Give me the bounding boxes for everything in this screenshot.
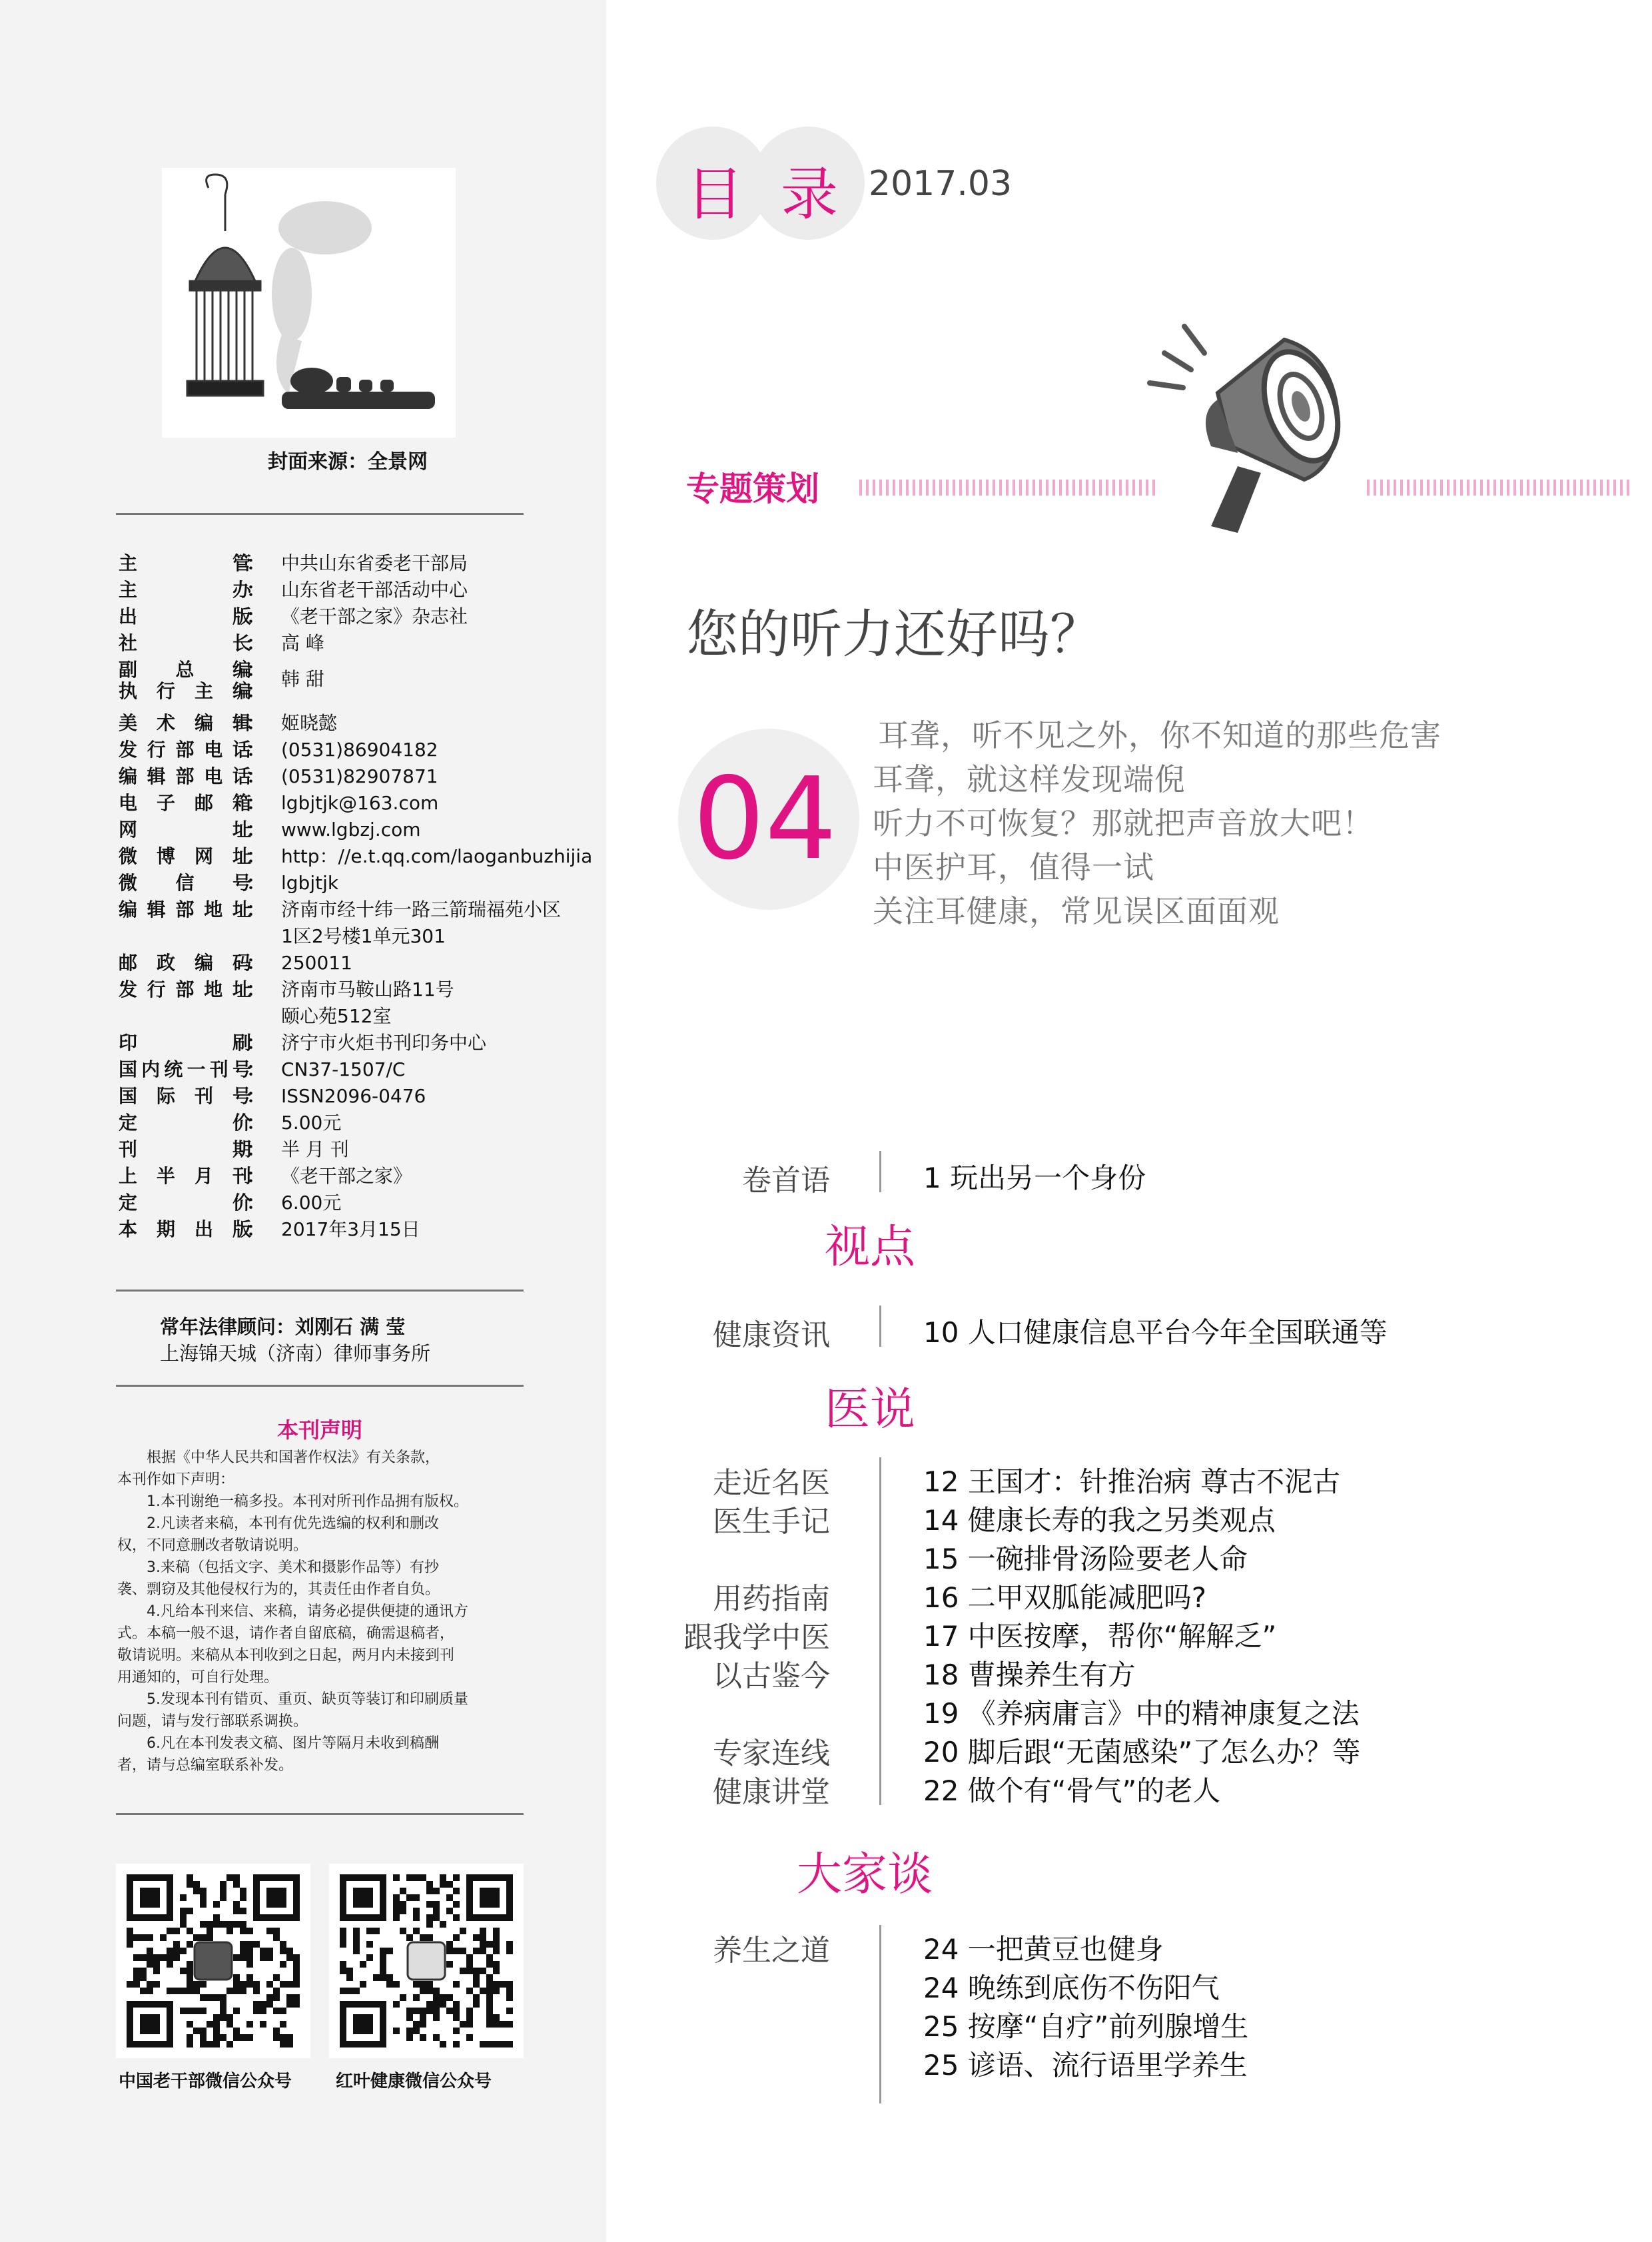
notice-line: 问题，请与发行部联系调换。 bbox=[117, 1713, 308, 1730]
issue-date: 2017.03 bbox=[869, 164, 1013, 204]
feature-section-title: 专题策划 bbox=[686, 470, 819, 508]
masthead-label: 微信号 bbox=[119, 872, 252, 894]
masthead-row bbox=[119, 897, 562, 923]
qr-code-laoganbu bbox=[116, 1864, 310, 2058]
masthead-row bbox=[119, 1136, 532, 1163]
toc-entry[interactable]: 25 按摩“自疗”前列腺增生 bbox=[923, 2010, 1249, 2043]
legal-advisor: 常年法律顾问：刘刚石 满 莹 bbox=[160, 1315, 406, 1338]
toc-entry[interactable]: 22 做个有“骨气”的老人 bbox=[923, 1774, 1221, 1807]
toc-entry[interactable]: 20 脚后跟“无菌感染”了怎么办？等 bbox=[923, 1736, 1361, 1768]
masthead-row bbox=[119, 1030, 532, 1056]
masthead-label: 主管 bbox=[119, 552, 252, 574]
notice-line: 1.本刊谢绝一稿多投。本刊对所刊作品拥有版权。 bbox=[147, 1493, 468, 1510]
law-firm: 上海锦天城（济南）律师事务所 bbox=[160, 1342, 431, 1365]
masthead-colon: ： bbox=[246, 659, 266, 681]
toc-category: 养生之道 bbox=[713, 1934, 830, 1968]
masthead-value: 半 月 刊 bbox=[281, 1138, 349, 1160]
toc-category: 健康资讯 bbox=[713, 1318, 830, 1352]
qr-caption-right: 红叶健康微信公众号 bbox=[336, 2071, 492, 2091]
toc-category: 医生手记 bbox=[713, 1505, 830, 1539]
masthead-label: 网址 bbox=[119, 819, 252, 841]
masthead-value: CN37-1507/C bbox=[281, 1058, 406, 1080]
toc-entry[interactable]: 24 一把黄豆也健身 bbox=[923, 1933, 1164, 1966]
masthead-colon: ： bbox=[246, 1032, 266, 1054]
masthead-label: 发行部电话 bbox=[119, 739, 252, 761]
masthead-value: http：//e.t.qq.com/laoganbuzhijia bbox=[281, 845, 593, 867]
masthead-colon: ： bbox=[246, 1112, 266, 1134]
notice-line: 权，不同意删改者敬请说明。 bbox=[117, 1537, 308, 1554]
toc-entry[interactable]: 16 二甲双胍能减肥吗? bbox=[923, 1581, 1207, 1614]
masthead-row bbox=[119, 603, 532, 630]
cover-caption: 封面来源：全景网 bbox=[268, 450, 428, 474]
notice-line: 6.凡在本刊发表文稿、图片等隔月未收到稿酬 bbox=[147, 1735, 439, 1752]
masthead-colon: ： bbox=[246, 819, 266, 841]
feature-topic: 听力不可恢复？那就把声音放大吧！ bbox=[873, 805, 1374, 841]
toc-category: 专家连线 bbox=[713, 1736, 830, 1770]
masthead-value: 5.00元 bbox=[281, 1112, 342, 1134]
masthead-row bbox=[119, 763, 532, 790]
masthead-row bbox=[119, 950, 532, 976]
header-mu: 目 bbox=[686, 161, 743, 228]
masthead-value: 250011 bbox=[281, 952, 352, 974]
toc-entry[interactable]: 1 玩出另一个身份 bbox=[923, 1162, 1146, 1194]
masthead-value: ISSN2096-0476 bbox=[281, 1085, 426, 1107]
masthead-label: 刊期 bbox=[119, 1138, 252, 1160]
masthead-label: 编辑部电话 bbox=[119, 765, 252, 787]
section-talk: 大家谈 bbox=[797, 1848, 933, 1901]
notice-line: 敬请说明。来稿从本刊收到之日起，两月内未接到刊 bbox=[117, 1647, 455, 1664]
masthead-colon: ： bbox=[246, 1192, 266, 1214]
masthead-value: lgbjtjk@163.com bbox=[281, 792, 439, 814]
masthead-label: 社长 bbox=[119, 632, 252, 654]
toc-category: 卷首语 bbox=[742, 1164, 830, 1198]
masthead-row bbox=[119, 1216, 532, 1243]
masthead-colon: ： bbox=[246, 1058, 266, 1080]
masthead-value: 姬晓懿 bbox=[281, 712, 338, 734]
section-medicine: 医说 bbox=[825, 1383, 916, 1436]
toc-divider bbox=[879, 1457, 881, 1805]
notice-line: 3.来稿（包括文字、美术和摄影作品等）有抄 bbox=[147, 1559, 439, 1576]
masthead-label: 美术编辑 bbox=[119, 712, 252, 734]
masthead-label: 电子邮箱 bbox=[119, 792, 252, 814]
masthead-colon: ： bbox=[246, 605, 266, 627]
notice-line: 根据《中华人民共和国著作权法》有关条款， bbox=[147, 1449, 440, 1466]
feature-topic: 耳聋，就这样发现端倪 bbox=[873, 761, 1186, 797]
toc-category: 健康讲堂 bbox=[713, 1775, 830, 1809]
dotted-rule-left bbox=[859, 480, 1159, 496]
toc-entry[interactable]: 10 人口健康信息平台今年全国联通等 bbox=[923, 1316, 1388, 1349]
toc-entry[interactable]: 25 谚语、流行语里学养生 bbox=[923, 2049, 1248, 2081]
masthead-label: 国内统一刊号 bbox=[119, 1058, 252, 1080]
notice-line: 式。本稿一般不退，请作者自留底稿，确需退稿者， bbox=[117, 1625, 455, 1642]
notice-line: 本刊作如下声明： bbox=[117, 1471, 235, 1488]
masthead-colon: ： bbox=[246, 792, 266, 814]
masthead-label: 定价 bbox=[119, 1112, 252, 1134]
masthead-colon: ： bbox=[246, 712, 266, 734]
notice-line: 袭、剽窃及其他侵权行为的，其责任由作者自负。 bbox=[117, 1581, 440, 1598]
toc-entry[interactable]: 19 《养病庸言》中的精神康复之法 bbox=[923, 1697, 1360, 1730]
masthead-value: 济宁市火炬书刊印务中心 bbox=[281, 1032, 487, 1054]
masthead-value: 山东省老干部活动中心 bbox=[281, 579, 468, 601]
toc-category: 用药指南 bbox=[713, 1582, 830, 1616]
masthead-value: 济南市经十纬一路三箭瑞福苑小区 bbox=[281, 899, 562, 921]
dotted-rule-right bbox=[1367, 480, 1633, 496]
masthead-colon: ： bbox=[246, 632, 266, 654]
masthead-row bbox=[119, 1003, 532, 1030]
masthead-colon: ： bbox=[246, 872, 266, 894]
masthead-label: 副总编 bbox=[119, 659, 252, 681]
masthead-colon: ： bbox=[246, 845, 266, 867]
masthead-label: 国际刊号 bbox=[119, 1085, 252, 1107]
masthead-row bbox=[119, 1190, 532, 1216]
masthead-value: 《老干部之家》杂志社 bbox=[281, 605, 468, 627]
megaphone-icon bbox=[1138, 313, 1378, 540]
toc-entry[interactable]: 15 一碗排骨汤险要老人命 bbox=[923, 1543, 1248, 1575]
section-viewpoint: 视点 bbox=[825, 1221, 916, 1274]
masthead-label: 出版 bbox=[119, 605, 252, 627]
toc-entry[interactable]: 18 曹操养生有方 bbox=[923, 1659, 1136, 1691]
masthead-label: 本期出版 bbox=[119, 1218, 252, 1240]
notice-line: 2.凡读者来稿，本刊有优先选编的权利和删改 bbox=[147, 1515, 439, 1532]
toc-divider bbox=[879, 1151, 881, 1192]
masthead-value: (0531)86904182 bbox=[281, 739, 438, 761]
masthead-value: 韩 甜 bbox=[281, 668, 324, 690]
masthead-row bbox=[119, 976, 532, 1003]
divider bbox=[116, 1290, 524, 1292]
masthead-row bbox=[119, 1083, 532, 1110]
notice-line: 5.发现本刊有错页、重页、缺页等装订和印刷质量 bbox=[147, 1691, 468, 1708]
feature-headline: 您的听力还好吗？ bbox=[686, 605, 1102, 665]
notice-line: 用通知的，可自行处理。 bbox=[117, 1669, 279, 1686]
left-info-column bbox=[0, 0, 606, 2242]
masthead-row bbox=[119, 630, 532, 657]
masthead-row bbox=[119, 1110, 532, 1136]
masthead-label: 编辑部地址 bbox=[119, 899, 252, 921]
masthead-value: 《老干部之家》 bbox=[281, 1165, 412, 1187]
feature-topic: 关注耳健康，常见误区面面观 bbox=[873, 893, 1280, 929]
masthead-colon: ： bbox=[246, 1165, 266, 1187]
qr-code-hongye bbox=[329, 1864, 524, 2058]
masthead-label: 上半月刊 bbox=[119, 1165, 252, 1187]
masthead-row bbox=[119, 1056, 532, 1083]
toc-category: 跟我学中医 bbox=[683, 1621, 830, 1655]
masthead-row bbox=[119, 843, 593, 870]
toc-divider bbox=[879, 1306, 881, 1347]
masthead-row bbox=[119, 1163, 532, 1190]
masthead-row bbox=[119, 870, 532, 897]
masthead-value: www.lgbzj.com bbox=[281, 819, 421, 841]
masthead-colon: ： bbox=[246, 579, 266, 601]
masthead-row bbox=[119, 550, 532, 577]
toc-entry[interactable]: 14 健康长寿的我之另类观点 bbox=[923, 1504, 1276, 1537]
notice-line: 者，请与总编室联系补发。 bbox=[117, 1757, 294, 1774]
toc-category: 走近名医 bbox=[713, 1466, 830, 1500]
masthead-value: 6.00元 bbox=[281, 1192, 342, 1214]
masthead-colon: ： bbox=[246, 552, 266, 574]
masthead-value: 2017年3月15日 bbox=[281, 1218, 420, 1240]
divider bbox=[116, 513, 524, 515]
masthead-colon: ： bbox=[246, 680, 266, 702]
masthead-label: 发行部地址 bbox=[119, 978, 252, 1000]
masthead-row bbox=[119, 737, 532, 763]
toc-entry[interactable]: 12 王国才：针推治病 尊古不泥古 bbox=[923, 1465, 1341, 1498]
notice-title: 本刊声明 bbox=[276, 1417, 362, 1443]
masthead-label: 执行主编 bbox=[119, 680, 252, 702]
toc-entry[interactable]: 24 晚练到底伤不伤阳气 bbox=[923, 1972, 1220, 2004]
divider bbox=[116, 1813, 524, 1815]
masthead-row bbox=[119, 817, 532, 843]
masthead-value: 颐心苑512室 bbox=[281, 1005, 392, 1027]
toc-entry[interactable]: 17 中医按摩，帮你“解解乏” bbox=[923, 1620, 1277, 1653]
masthead-colon: ： bbox=[246, 1085, 266, 1107]
masthead-row bbox=[119, 790, 532, 817]
qr-caption-left: 中国老干部微信公众号 bbox=[119, 2071, 292, 2091]
cover-image bbox=[162, 168, 456, 438]
masthead-label: 微博网址 bbox=[119, 845, 252, 867]
notice-line: 4.凡给本刊来信、来稿，请务必提供便捷的通讯方 bbox=[147, 1603, 468, 1620]
header-lu: 录 bbox=[781, 161, 838, 228]
masthead-colon: ： bbox=[246, 739, 266, 761]
masthead-colon: ： bbox=[246, 1218, 266, 1240]
masthead-value: 中共山东省委老干部局 bbox=[281, 552, 468, 574]
toc-category: 以古鉴今 bbox=[713, 1659, 830, 1693]
masthead-label: 主办 bbox=[119, 579, 252, 601]
masthead-colon: ： bbox=[246, 765, 266, 787]
toc-divider bbox=[879, 1925, 881, 2103]
feature-topic: 中医护耳，值得一试 bbox=[873, 849, 1154, 885]
masthead-value: 高 峰 bbox=[281, 632, 324, 654]
masthead-value: lgbjtjk bbox=[281, 872, 339, 894]
feature-page-number: 04 bbox=[693, 753, 837, 885]
masthead-row bbox=[119, 923, 532, 950]
masthead-label: 邮政编码 bbox=[119, 952, 252, 974]
masthead-colon: ： bbox=[246, 978, 266, 1000]
masthead-label: 印刷 bbox=[119, 1032, 252, 1054]
masthead-row bbox=[119, 577, 532, 603]
masthead-value: 济南市马鞍山路11号 bbox=[281, 978, 454, 1000]
masthead-label: 定价 bbox=[119, 1192, 252, 1214]
masthead-value: (0531)82907871 bbox=[281, 765, 438, 787]
masthead-row bbox=[119, 710, 532, 737]
feature-topic: 耳聋，听不见之外，你不知道的那些危害 bbox=[878, 717, 1442, 753]
masthead-value: 1区2号楼1单元301 bbox=[281, 925, 446, 947]
masthead-colon: ： bbox=[246, 952, 266, 974]
divider bbox=[116, 1385, 524, 1387]
masthead-colon: ： bbox=[246, 1138, 266, 1160]
masthead-colon: ： bbox=[246, 899, 266, 921]
